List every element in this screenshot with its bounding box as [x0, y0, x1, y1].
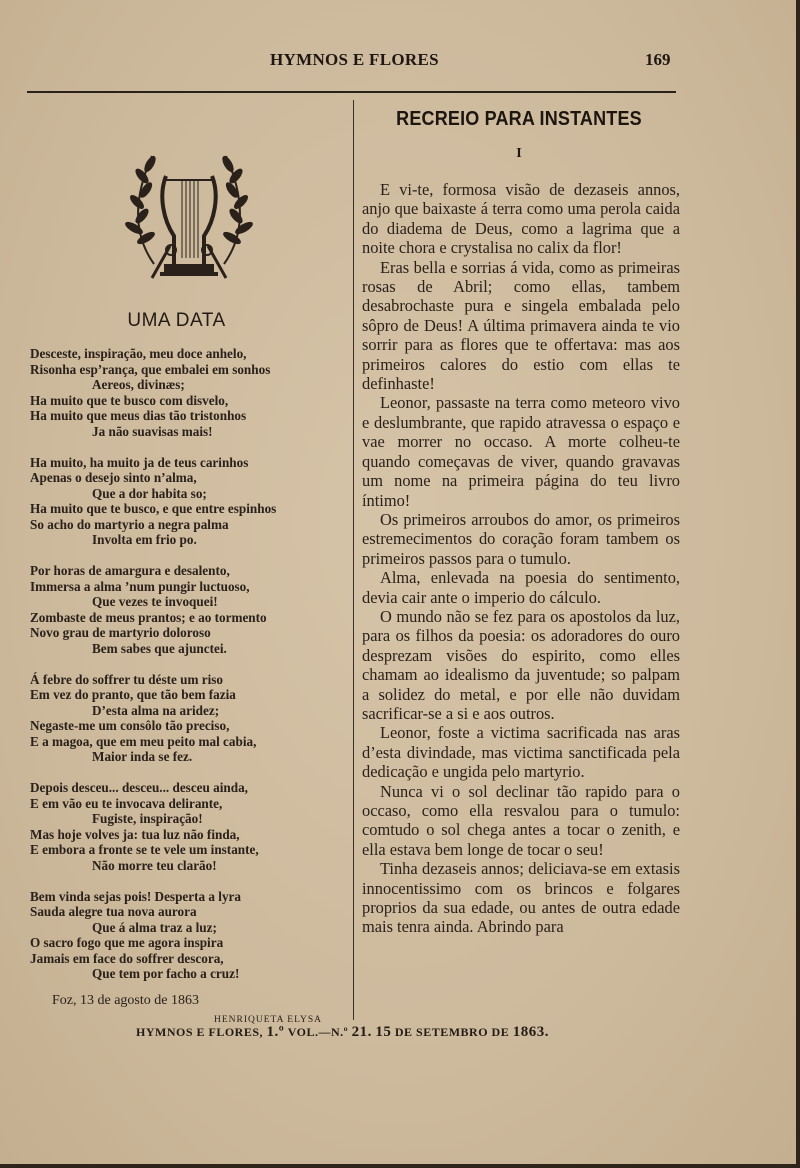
article-body	[362, 180, 680, 937]
poem-verse: Que vezes te invoquei!	[92, 594, 218, 609]
article-paragraph: Tinha dezaseis annos; deliciava-se em extasis innocentissimo com os brincos e folgares proprios da sua edade, ou antes de outra edade mais tenra ainda. Abrindo para	[362, 859, 680, 937]
poem-verse: Desceste, inspiração, meu doce anhelo,	[30, 346, 247, 361]
page-number: 169	[645, 50, 671, 69]
footer-year: 1863.	[512, 1024, 549, 1040]
footer-separator: —	[318, 1025, 331, 1039]
footer-number: 21.	[351, 1024, 372, 1040]
poem-title: UMA DATA	[127, 310, 226, 331]
poem-dateline: Foz, 13 de agosto de 1863	[52, 993, 199, 1008]
poem-verse: Não morre teu clarão!	[92, 857, 217, 873]
poem-verse: Ha muito, ha muito ja de teus carinhos	[30, 454, 249, 470]
poem-verse: Sauda alegre tua nova aurora	[30, 904, 197, 919]
footer-number-label: N.º	[330, 1025, 349, 1039]
poem-verse: Zombaste de meus prantos; e ao tormento	[30, 609, 267, 625]
poem-verse: Fugiste, inspiração!	[92, 811, 203, 826]
poem-stanza	[30, 563, 350, 656]
footer-day: 15	[375, 1024, 392, 1040]
article-paragraph: Os primeiros arroubos do amor, os primeiros estremecimentos do coração foram tambem os primeiros passos para o tumulo.	[362, 509, 680, 568]
article-paragraph: Nunca vi o sol declinar tão rapido para o occaso, como ella resvalou para o tumulo: comtudo o sol chega antes a tocar o zenith, e ella estava bem longe de tocar o seu!	[362, 781, 680, 859]
poem-verse: Negaste-me um consôlo tão preciso,	[30, 718, 230, 733]
poem-stanza	[30, 672, 350, 765]
poem-verse: Ja não suavisas mais!	[92, 423, 213, 439]
poem-stanza	[30, 780, 350, 873]
poem-verse: E embora a fronte se te vele um instante,	[30, 842, 259, 857]
poem-verse: Apenas o desejo sinto n’alma,	[30, 470, 197, 485]
poem-verse: Que a dor habita so;	[92, 485, 207, 501]
poem-verse: Que á alma traz a luz;	[92, 919, 217, 935]
lyre-ornament-icon	[124, 146, 254, 280]
poem-verse: So acho do martyrio a negra palma	[30, 516, 229, 532]
poem-body	[30, 346, 350, 997]
footer-volume-label: VOL.	[287, 1025, 319, 1039]
issue-footer	[136, 1024, 549, 1041]
column-divider	[353, 100, 354, 1020]
poem-verse: Immersa a alma ’num pungir luctuoso,	[30, 578, 250, 594]
poem-verse: O sacro fogo que me agora inspira	[30, 935, 224, 950]
article-paragraph: Alma, enlevada na poesia do sentimento, devia cair ante o imperio do cálculo.	[362, 568, 680, 607]
poem-author: HENRIQUETA ELYSA	[214, 1015, 322, 1025]
poem-verse: Ha muito que te busco com disvelo,	[30, 392, 229, 408]
poem-verse: Por horas de amargura e desalento,	[30, 563, 230, 578]
footer-publication: HYMNOS E FLORES,	[136, 1025, 264, 1039]
poem-verse: Ha muito que meus dias tão tristonhos	[30, 408, 247, 423]
footer-date-text: DE SETEMBRO DE	[394, 1025, 510, 1039]
poem-verse: Depois desceu... desceu... desceu ainda,	[30, 780, 248, 795]
poem-verse: Em vez do pranto, que tão bem fazia	[30, 687, 236, 702]
poem-verse: Aereos, divinæs;	[92, 377, 185, 392]
poem-verse: Ha muito que te busco, e que entre espinhos	[30, 501, 277, 516]
poem-verse: Maior inda se fez.	[92, 749, 193, 764]
poem-verse: Risonha esp’rança, que embalei em sonhos	[30, 361, 271, 377]
poem-verse: Jamais em face do soffrer descora,	[30, 950, 224, 966]
article-paragraph: Eras bella e sorrias á vida, como as primeiras rosas de Abril; como ellas, tambem desabrochaste pura e singela embalada pelo sôpro de Deus! A última primavera ainda te vio sorrir para as flores que te offertava: mas aos primeiros calores do estio com ellas te definhaste!	[362, 257, 680, 394]
poem-verse: D’esta alma na aridez;	[92, 702, 220, 718]
poem-verse: Involta em frio po.	[92, 532, 197, 547]
poem-verse: E a magoa, que em meu peito mal cabia,	[30, 733, 257, 749]
section-numeral: I	[516, 146, 522, 161]
running-head: HYMNOS E FLORES	[270, 50, 439, 69]
article-title: RECREIO PARA INSTANTES	[396, 108, 642, 130]
poem-verse: Bem vinda sejas pois! Desperta a lyra	[30, 888, 241, 904]
poem-verse: Bem sabes que ajunctei.	[92, 640, 227, 656]
article-paragraph: E vi-te, formosa visão de dezaseis annos, anjo que baixaste á terra como uma perola caida do diadema de Deus, como a lagrima que a noite chora e crystalisa no calix da flor!	[362, 180, 680, 258]
header-rule	[27, 91, 676, 93]
poem-verse: Novo grau de martyrio doloroso	[30, 625, 211, 640]
poem-verse: Á febre do soffrer tu déste um riso	[30, 671, 224, 687]
article-paragraph: O mundo não se fez para os apostolos da luz, para os filhos da poesia: os adoradores do ouro desprezam visões do espirito, como elles chamam ao idealismo da juventude; so palpam a solidez do metal, e por elle não duvidam sacrificar-se a si e aos outros.	[362, 606, 680, 723]
poem-stanza	[30, 346, 350, 439]
poem-stanza	[30, 889, 350, 982]
poem-verse: Que tem por facho a cruz!	[92, 966, 240, 981]
article-paragraph: Leonor, foste a victima sacrificada nas aras d’esta divindade, mas victima sanctificada pela dedicação e ungida pelo martyrio.	[362, 723, 680, 782]
poem-verse: Mas hoje volves ja: tua luz não finda,	[30, 826, 240, 842]
footer-volume: 1.º	[266, 1024, 285, 1040]
article-paragraph: Leonor, passaste na terra como meteoro vivo e deslumbrante, que rapido atravessa o espaço e vae morrer no occaso. A morte colheu-te quando começavas de viver, quando gravavas um nome na primeira página do teu livro íntimo!	[362, 393, 680, 510]
poem-verse: E em vão eu te invocava delirante,	[30, 795, 223, 811]
poem-stanza	[30, 455, 350, 548]
